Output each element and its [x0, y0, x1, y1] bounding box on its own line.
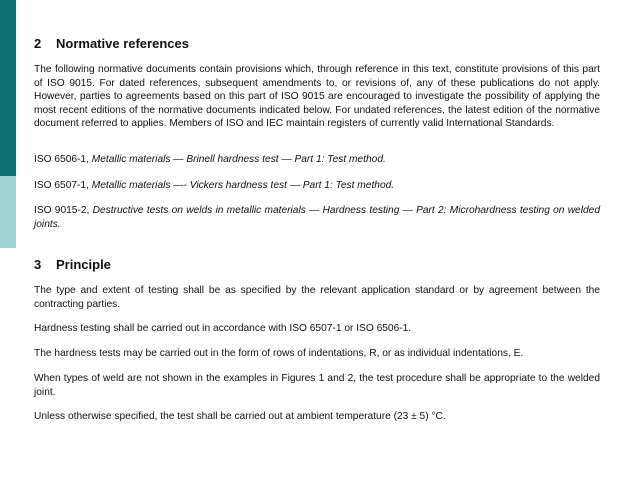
- section-3-number: 3: [34, 257, 42, 272]
- reference-title: Metallic materials — Brinell hardness test — Part 1: Test method.: [91, 154, 386, 165]
- reference-title: Destructive tests on welds in metallic materials — Hardness testing — Part 2: Microhardness testing on welded joints.: [34, 205, 600, 230]
- section-2-heading: [34, 36, 189, 51]
- principle-paragraph: The type and extent of testing shall be as specified by the relevant application standard or by agreement between the contracting parties.: [34, 285, 600, 310]
- reference-code: ISO 6506-1,: [34, 154, 89, 165]
- section-2-number: 2: [34, 36, 42, 51]
- section-3-title: Principle: [56, 257, 111, 272]
- reference-item: [34, 179, 600, 193]
- principle-paragraph: When types of weld are not shown in the examples in Figures 1 and 2, the test procedure shall be appropriate to the welded joint.: [34, 373, 600, 398]
- principle-paragraph: Unless otherwise specified, the test shall be carried out at ambient temperature (23 ± 5) °C.: [34, 411, 446, 422]
- page-edge-decoration-dark: [0, 0, 16, 180]
- reference-item: [34, 204, 600, 231]
- section-2-title: Normative references: [56, 36, 189, 51]
- page-edge-decoration-light: [0, 176, 16, 248]
- reference-code: ISO 9015-2,: [34, 205, 90, 216]
- principle-paragraph: The hardness tests may be carried out in the form of rows of indentations, R, or as individual indentations, E.: [34, 348, 524, 359]
- section-2-intro: The following normative documents contain provisions which, through reference in this text, constitute provisions of this part of ISO 9015. For dated references, subsequent amendments to, or revisions of, any of these publications do not apply. However, parties to agreements based on this part of ISO 9015 are encouraged to investigate the possibility of applying the most recent editions of the normative documents indicated below. For undated references, the latest edition of the normative document referred to applies. Members of ISO and IEC maintain registers of currently valid International Standards.: [34, 64, 600, 129]
- principle-paragraph: Hardness testing shall be carried out in accordance with ISO 6507-1 or ISO 6506-1.: [34, 323, 412, 334]
- reference-title: Metallic materials —- Vickers hardness test — Part 1: Test method.: [91, 180, 395, 191]
- section-3-heading: [34, 257, 111, 272]
- reference-item: [34, 153, 600, 167]
- reference-code: ISO 6507-1,: [34, 180, 89, 191]
